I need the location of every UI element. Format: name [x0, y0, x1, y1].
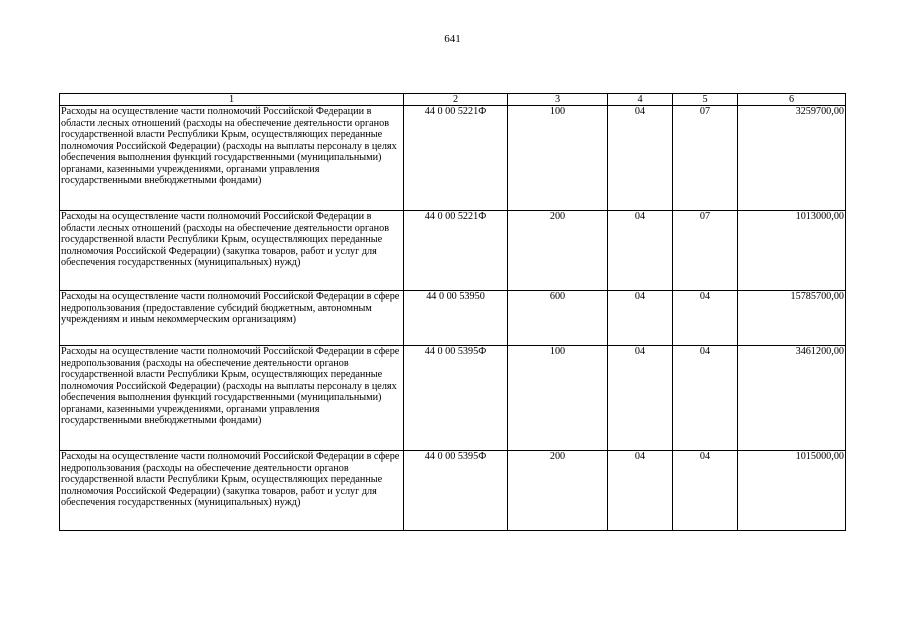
table-row	[60, 346, 846, 451]
expense-type: 100	[508, 346, 608, 451]
amount: 3461200,00	[738, 346, 846, 451]
column-header-1: 1	[60, 94, 404, 106]
budget-table	[59, 93, 846, 531]
table-row	[60, 291, 846, 346]
target-code: 44 0 00 5221Ф	[404, 106, 508, 211]
table-row	[60, 451, 846, 531]
expense-description: Расходы на осуществление части полномочий Российской Федерации в сфере недропользования (расходы на обеспечение деятельности органов государственной власти Республики Крым, осуществляющих переданные полномочия Российской Федерации) (закупка товаров, работ и услуг для обеспечения государственных (муниципальных) нужд)	[60, 451, 404, 531]
section-code: 04	[608, 451, 673, 531]
expense-description: Расходы на осуществление части полномочий Российской Федерации в сфере недропользования (предоставление субсидий бюджетным, автономным учреждениям и иным некоммерческим организациям)	[60, 291, 404, 346]
target-code: 44 0 00 5221Ф	[404, 211, 508, 291]
page-number: 641	[444, 33, 461, 45]
expense-description: Расходы на осуществление части полномочий Российской Федерации в сфере недропользования (расходы на обеспечение деятельности органов государственной власти Республики Крым, осуществляющих переданные полномочия Российской Федерации) (расходы на выплаты персоналу в целях обеспечения выполнения функций государственными (муниципальными) органами, казенными учреждениями, органами управления государственными внебюджетными фондами)	[60, 346, 404, 451]
expense-type: 100	[508, 106, 608, 211]
amount: 1015000,00	[738, 451, 846, 531]
subsection-code: 07	[673, 106, 738, 211]
table-row	[60, 106, 846, 211]
expense-type: 200	[508, 211, 608, 291]
column-header-3: 3	[508, 94, 608, 106]
section-code: 04	[608, 291, 673, 346]
column-header-6: 6	[738, 94, 846, 106]
target-code: 44 0 00 5395Ф	[404, 346, 508, 451]
subsection-code: 04	[673, 451, 738, 531]
table-header	[60, 94, 846, 106]
expense-description: Расходы на осуществление части полномочий Российской Федерации в области лесных отношений (расходы на обеспечение деятельности органов государственной власти Республики Крым, осуществляющих переданные полномочия Российской Федерации) (закупка товаров, работ и услуг для обеспечения государственных (муниципальных) нужд)	[60, 211, 404, 291]
column-header-5: 5	[673, 94, 738, 106]
expense-type: 200	[508, 451, 608, 531]
header-row	[60, 94, 846, 106]
section-code: 04	[608, 211, 673, 291]
subsection-code: 04	[673, 346, 738, 451]
amount: 15785700,00	[738, 291, 846, 346]
target-code: 44 0 00 5395Ф	[404, 451, 508, 531]
subsection-code: 07	[673, 211, 738, 291]
expense-type: 600	[508, 291, 608, 346]
column-header-2: 2	[404, 94, 508, 106]
column-header-4: 4	[608, 94, 673, 106]
section-code: 04	[608, 106, 673, 211]
amount: 1013000,00	[738, 211, 846, 291]
subsection-code: 04	[673, 291, 738, 346]
section-code: 04	[608, 346, 673, 451]
amount: 3259700,00	[738, 106, 846, 211]
table-body	[60, 106, 846, 531]
expense-description: Расходы на осуществление части полномочий Российской Федерации в области лесных отношений (расходы на обеспечение деятельности органов государственной власти Республики Крым, осуществляющих переданные полномочия Российской Федерации) (расходы на выплаты персоналу в целях обеспечения выполнения функций государственными (муниципальными) органами, казенными учреждениями, органами управления государственными внебюджетными фондами)	[60, 106, 404, 211]
table-row	[60, 211, 846, 291]
target-code: 44 0 00 53950	[404, 291, 508, 346]
